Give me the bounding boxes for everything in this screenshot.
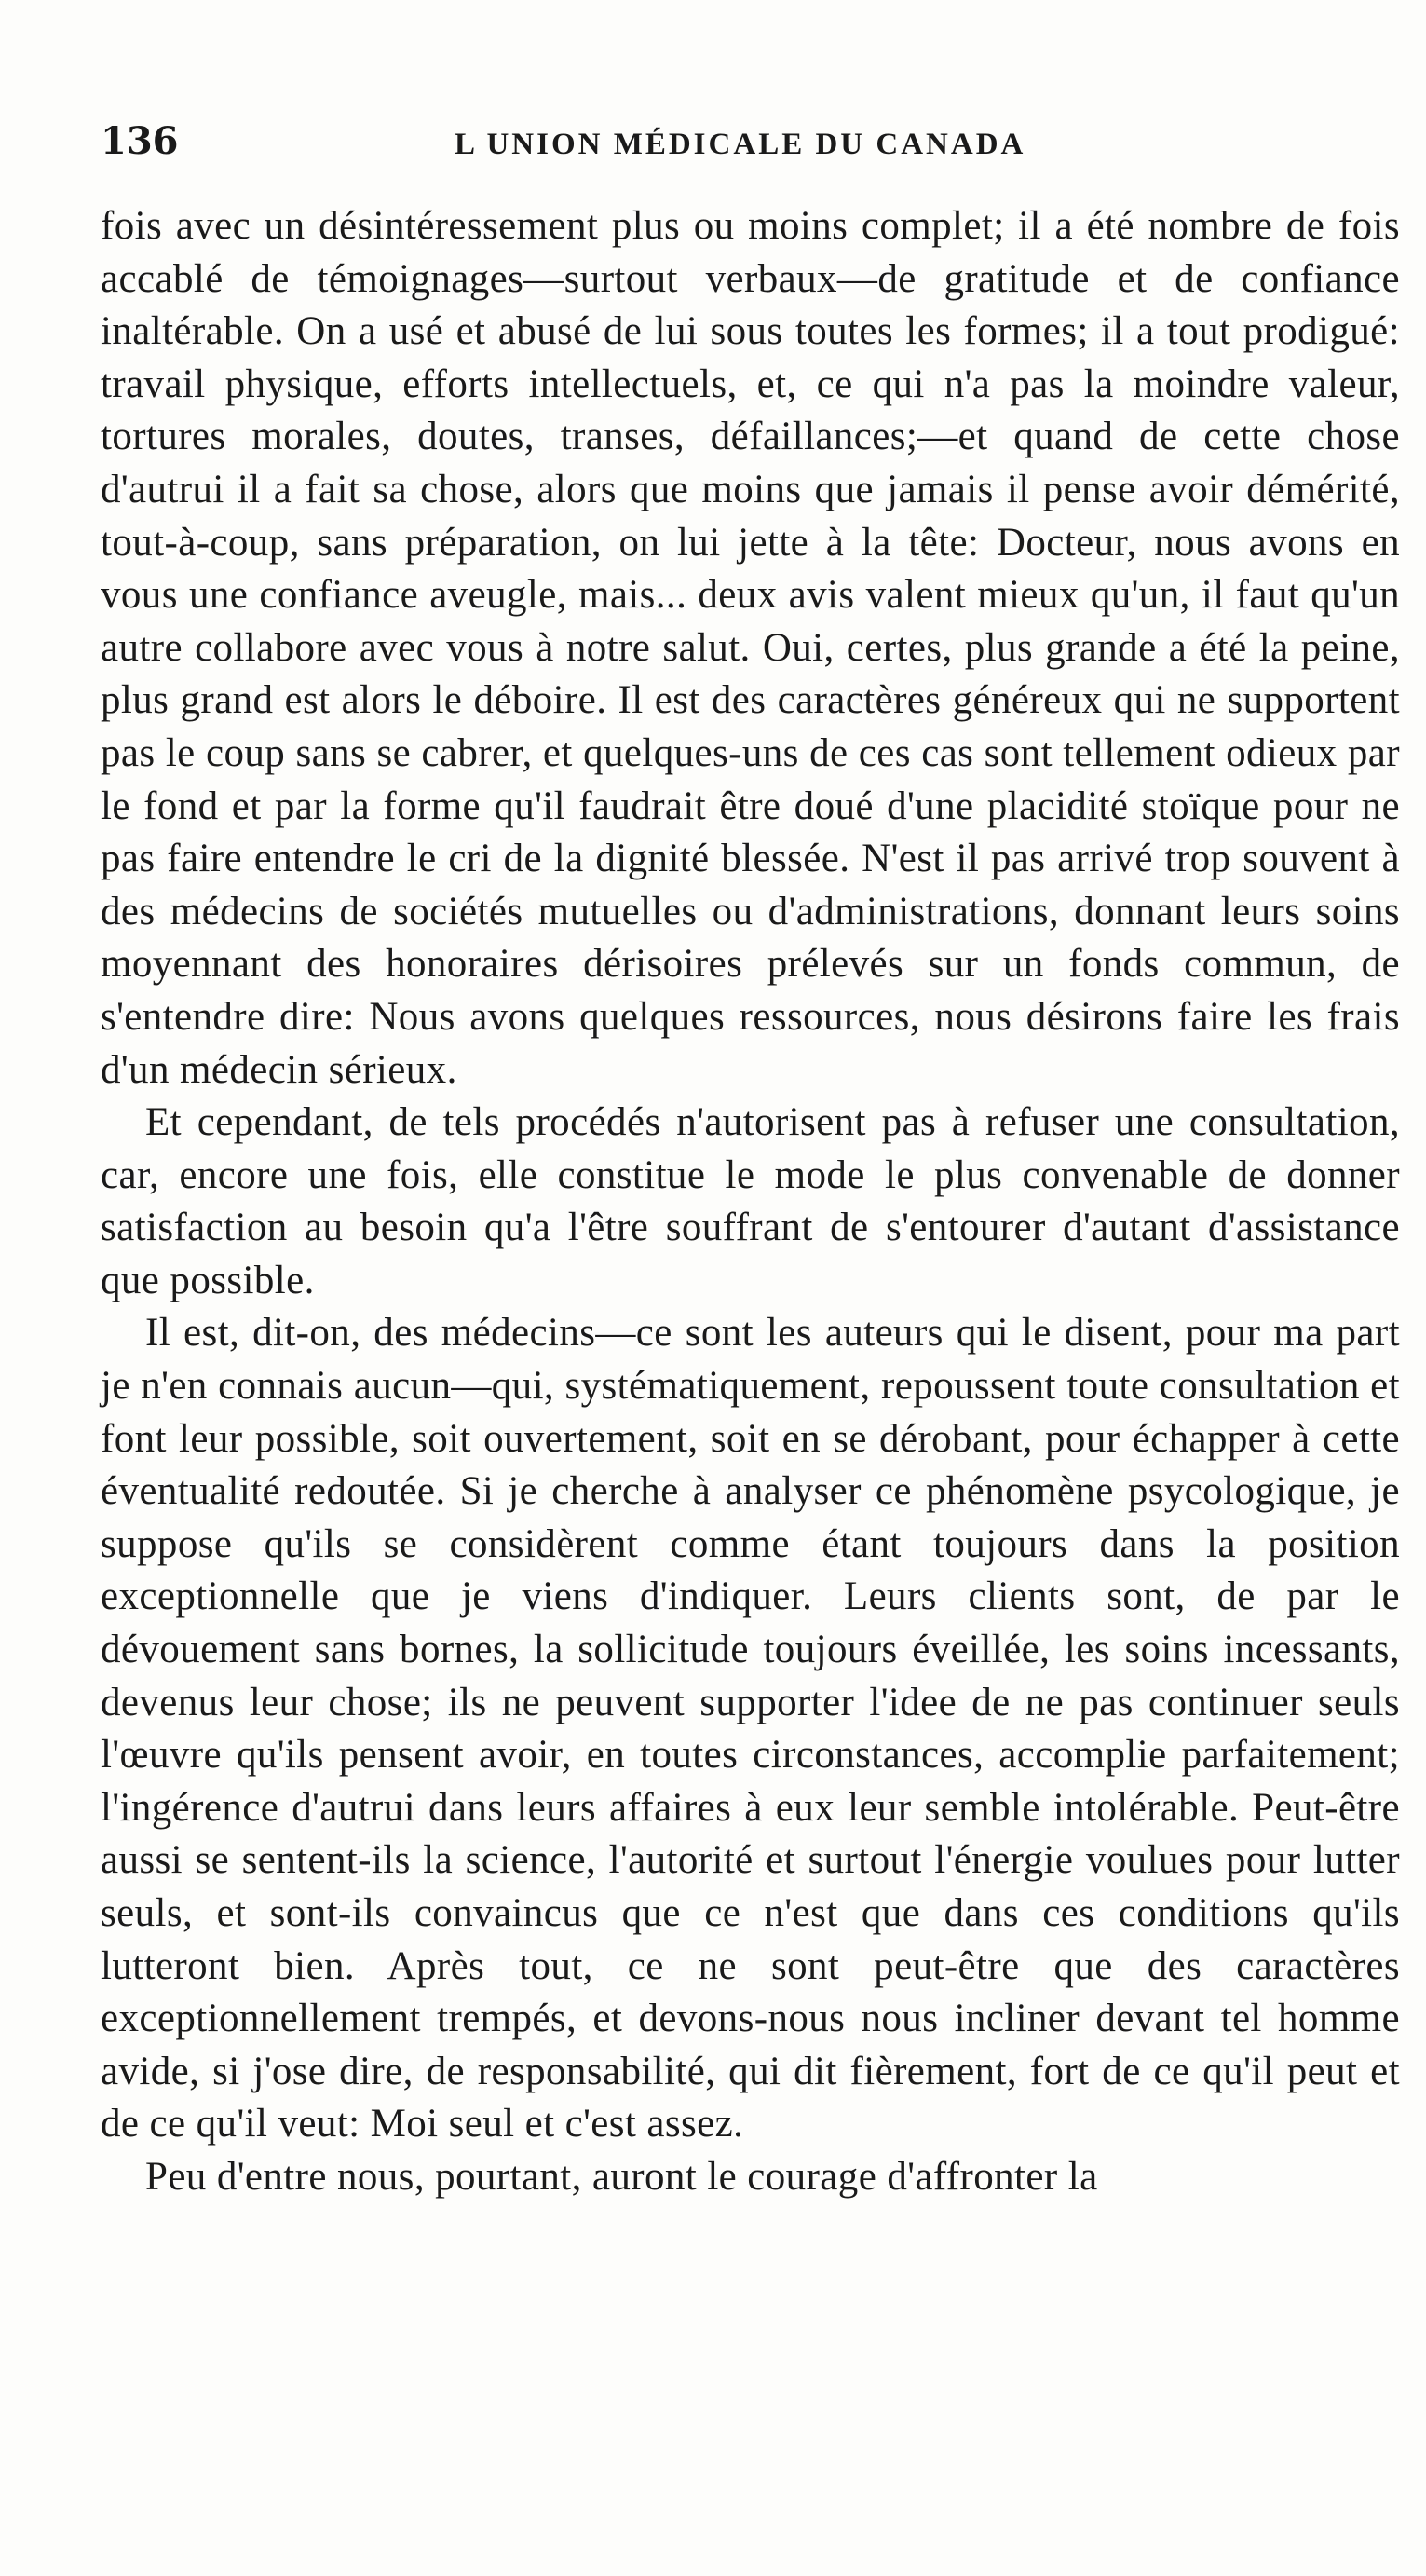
paragraph-final: Peu d'entre nous, pourtant, auront le courage d'affronter la: [145, 2154, 1098, 2199]
running-head: [101, 119, 1370, 175]
page-number: 136: [101, 119, 179, 163]
paragraph-continuation: fois avec un désintéressement plus ou moins complet; il a été nombre de fois accablé de témoignages—surtout verbaux—de gratitude et de confiance inaltérable. On a usé et abusé de lui sous toutes les formes; il a tout prodigué: travail physique, efforts intellectuels, et, ce qui n'a pas la moindre valeur, tortures morales, doutes, transes, défaillances;—et quand de cette chose d'autrui il a fait sa chose, alors que moins que jamais il pense avoir démérité, tout-à-coup, sans préparation, on lui jette à la tête: Docteur, nous avons en vous une confiance aveugle, mais... deux avis valent mieux qu'un, il faut qu'un autre collabore avec vous à notre salut. Oui, certes, plus grande a été la peine, plus grand est alors le déboire. Il est des caractères généreux qui ne supportent pas le coup sans se cabrer, et quelques-uns de ces cas sont tellement odieux par le fond et par la forme qu'il faudrait être doué d'une placidité stoïque pour ne pas faire entendre le cri de la dignité blessée. N'est il pas arrivé trop souvent à des médecins de sociétés mutuelles ou d'administrations, donnant leurs soins moyennant des honoraires dérisoires prélevés sur un fonds commun, de s'entendre dire: Nous avons quelques ressources, nous désirons faire les frais d'un médecin sérieux.: [101, 204, 1400, 1092]
journal-title: L UNION MÉDICALE DU CANADA: [455, 128, 1026, 161]
paragraph-consultation: Et cependant, de tels procédés n'autorisent pas à refuser une consultation, car, encore une fois, elle constitue le mode le plus convenable de donner satisfaction au besoin qu'a l'être souffrant de s'entourer d'autant d'assistance que possible.: [101, 1100, 1400, 1302]
paragraph-medecins: Il est, dit-on, des médecins—ce sont les auteurs qui le disent, pour ma part je n'en connais aucun—qui, systématiquement, repoussent toute consultation et font leur possible, soit ouvertement, soit en se dérobant, pour échapper à cette éventualité redoutée. Si je cherche à analyser ce phénomène psycologique, je suppose qu'ils se considèrent comme étant toujours dans la position exceptionnelle que je viens d'indiquer. Leurs clients sont, de par le dévouement sans bornes, la sollicitude toujours éveillée, les soins incessants, devenus leur chose; ils ne peuvent supporter l'idee de ne pas continuer seuls l'œuvre qu'ils pensent avoir, en toutes circonstances, accomplie parfaitement; l'ingérence d'autrui dans leurs affaires à eux leur semble intolérable. Peut-être aussi se sentent-ils la science, l'autorité et surtout l'énergie voulues pour lutter seuls, et sont-ils convaincus que ce n'est que dans ces conditions qu'ils lutteront bien. Après tout, ce ne sont peut-être que des caractères exceptionnellement trempés, et devons-nous nous incliner devant tel homme avide, si j'ose dire, de responsabilité, qui dit fièrement, fort de ce qu'il peut et de ce qu'il veut: Moi seul et c'est assez.: [101, 1311, 1400, 2147]
body-text: [101, 200, 1400, 2204]
